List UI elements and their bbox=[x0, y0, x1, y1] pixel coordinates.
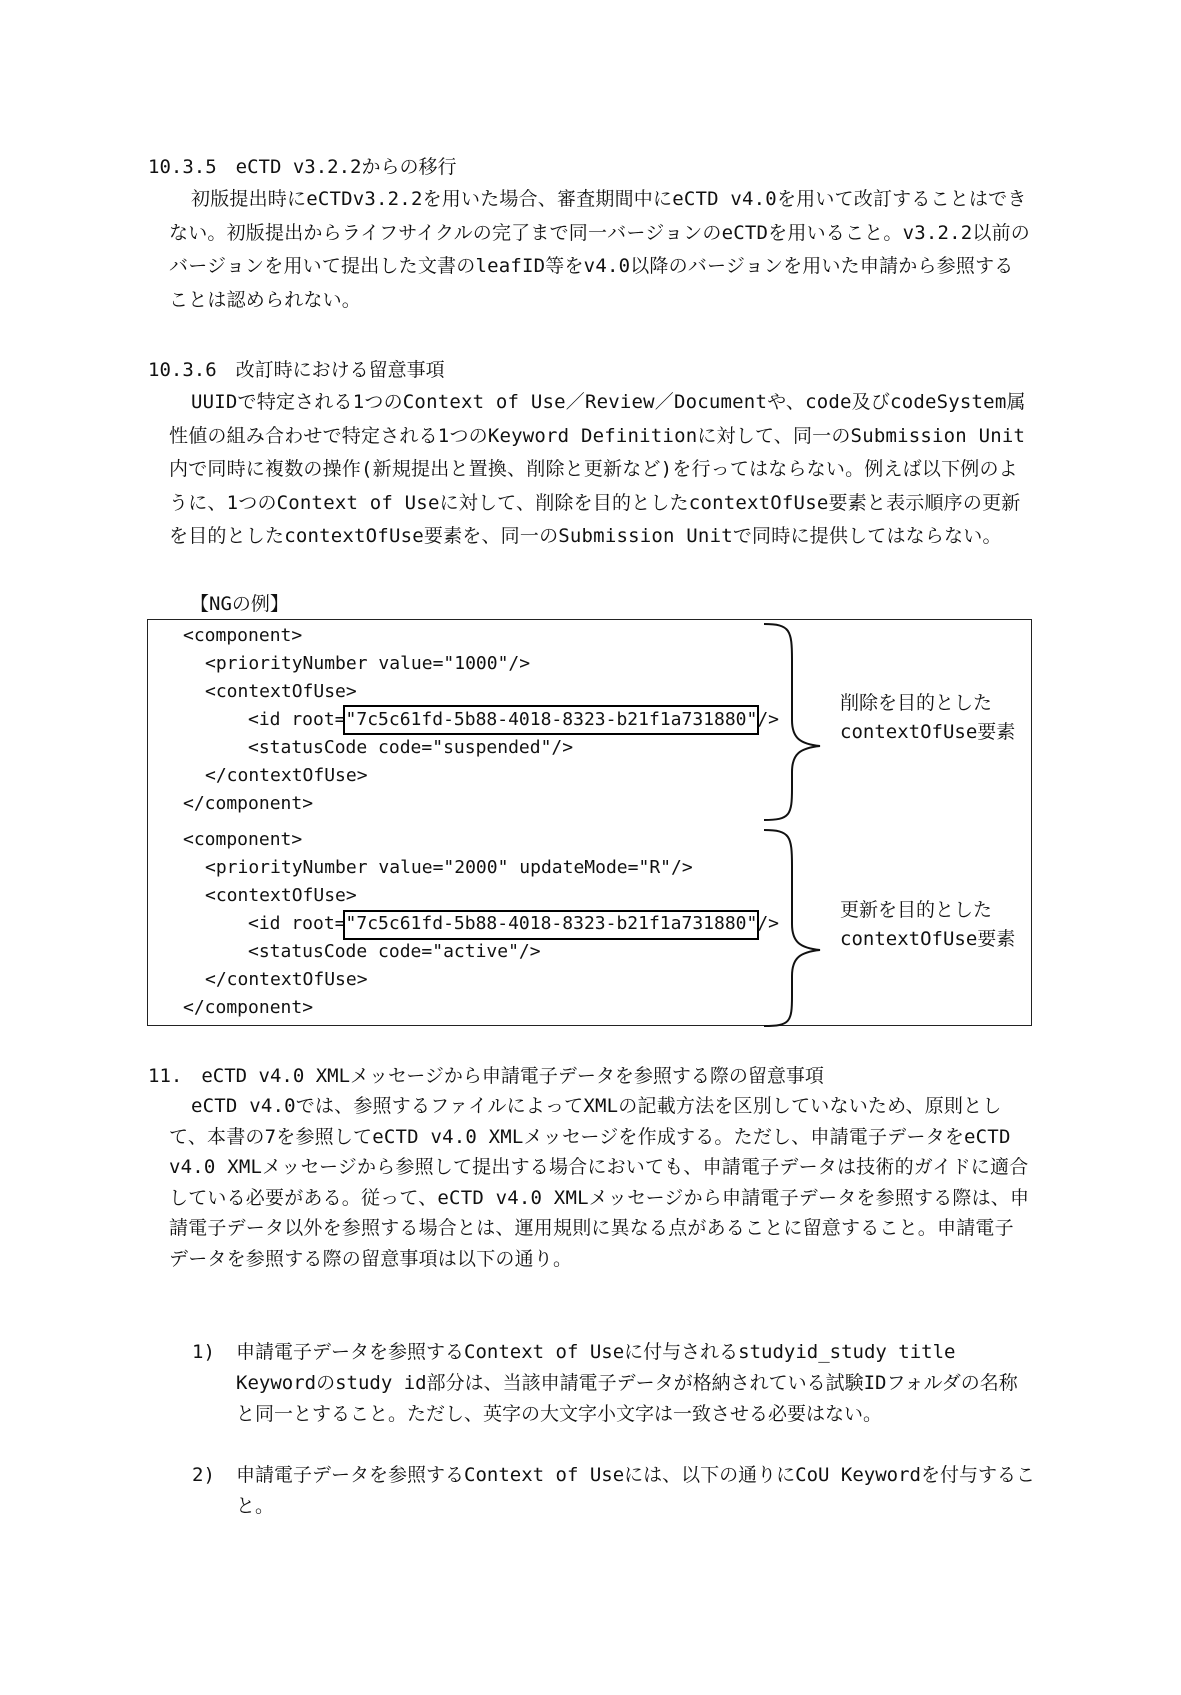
section-10-3-6-heading: 10.3.6 改訂時における留意事項 bbox=[148, 359, 445, 381]
curly-brace-icon bbox=[760, 620, 830, 1030]
section-10-3-5-body: 初版提出時にeCTDv3.2.2を用いた場合、審査期間中にeCTD v4.0を用いて改訂することはできない。初版提出からライフサイクルの完了まで同一バージョンのeCTDを用いること。v3.2.2以前のバージョンを用いて提出した文書のleafID等をv4.0以降のバージョンを用いた申請から参照することは認められない。 bbox=[169, 188, 1031, 311]
ng-example-label: 【NGの例】 bbox=[190, 593, 289, 615]
code-line: </component> bbox=[183, 997, 314, 1018]
code-line: <id root="7c5c61fd-5b88-4018-8323-b21f1a731880"/> bbox=[248, 709, 780, 730]
note-update-purpose: 更新を目的とした contextOfUse要素 bbox=[840, 899, 1016, 950]
code-line: </contextOfUse> bbox=[205, 969, 368, 990]
list-item-text: 申請電子データを参照するContext of Useには、以下の通りにCoU Keywordを付与すること。 bbox=[236, 1464, 1035, 1517]
section-10-3-5-heading: 10.3.5 eCTD v3.2.2からの移行 bbox=[148, 156, 457, 178]
ng-example-code-box bbox=[147, 619, 1032, 1026]
list-item-text: 申請電子データを参照するContext of Useに付与されるstudyid_study title Keywordのstudy id部分は、当該申請電子データが格納されている試験IDフォルダの名称と同一とすること。ただし、英字の大文字小文字は一致させる必要はない。 bbox=[236, 1341, 1018, 1425]
note-delete-purpose: 削除を目的とした contextOfUse要素 bbox=[840, 692, 1016, 743]
code-line: </component> bbox=[183, 793, 314, 814]
list-item-number: 2) bbox=[192, 1464, 215, 1486]
code-line: <component> bbox=[183, 625, 303, 646]
list-item-number: 1) bbox=[192, 1341, 215, 1363]
code-line: <component> bbox=[183, 829, 303, 850]
code-line: <statusCode code="active"/> bbox=[248, 941, 541, 962]
section-10-3-6-body: UUIDで特定される1つのContext of Use／Review／Documentや、code及びcodeSystem属性値の組み合わせで特定される1つのKeyword Definitionに対して、同一のSubmission Unit内で同時に複数の操作(新規提出と置換、削除と更新など)を行ってはならない。例えば以下例のように、1つのContext of Useに対して、削除を目的としたcontextOfUse要素と表示順序の更新を目的としたcontextOfUse要素を、同一のSubmission Unitで同時に提供してはならない。 bbox=[169, 391, 1026, 547]
code-line: <priorityNumber value="1000"/> bbox=[205, 653, 531, 674]
code-line: <contextOfUse> bbox=[205, 885, 357, 906]
id-root-highlight-box bbox=[343, 705, 759, 735]
id-root-highlight-box bbox=[343, 910, 759, 940]
code-line: <contextOfUse> bbox=[205, 681, 357, 702]
code-line: <priorityNumber value="2000" updateMode="R"/> bbox=[205, 857, 693, 878]
code-line: <id root="7c5c61fd-5b88-4018-8323-b21f1a731880"/> bbox=[248, 913, 780, 934]
section-11-heading: 11. eCTD v4.0 XMLメッセージから申請電子データを参照する際の留意事項 bbox=[148, 1065, 824, 1087]
code-line: <statusCode code="suspended"/> bbox=[248, 737, 574, 758]
code-line: </contextOfUse> bbox=[205, 765, 368, 786]
section-11-body: eCTD v4.0では、参照するファイルによってXMLの記載方法を区別していないため、原則として、本書の7を参照してeCTD v4.0 XMLメッセージを作成する。ただし、申請電子データをeCTD v4.0 XMLメッセージから参照して提出する場合においても、申請電子データは技術的ガイドに適合している必要がある。従って、eCTD v4.0 XMLメッセージから申請電子データを参照する際は、申請電子データ以外を参照する場合とは、運用規則に異なる点があることに留意すること。申請電子データを参照する際の留意事項は以下の通り。 bbox=[169, 1095, 1030, 1270]
